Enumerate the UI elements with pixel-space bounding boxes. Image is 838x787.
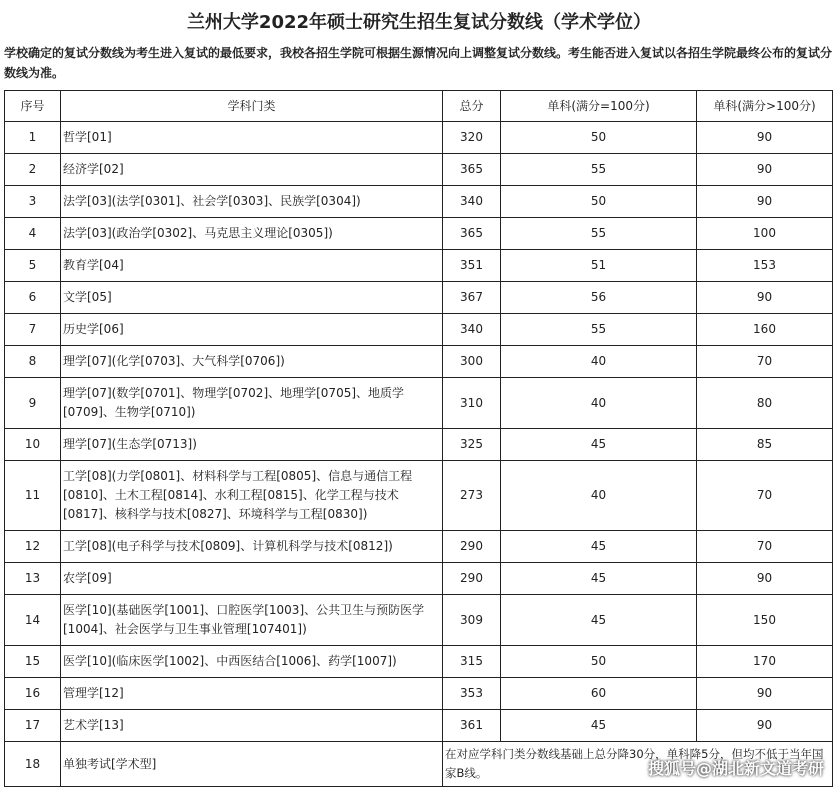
row-subject: 理学[07](数学[0701]、物理学[0702]、地理学[0705]、地质学[0709]、生物学[0710]) — [61, 378, 443, 429]
row-no: 6 — [5, 282, 61, 314]
row-single-100: 51 — [501, 250, 697, 282]
table-row — [5, 531, 833, 563]
row-total: 290 — [443, 531, 501, 563]
row-single-gt100: 150 — [697, 595, 833, 646]
row-no: 7 — [5, 314, 61, 346]
row-single-gt100: 80 — [697, 378, 833, 429]
row-subject: 历史学[06] — [61, 314, 443, 346]
row-single-100: 55 — [501, 218, 697, 250]
row-no: 11 — [5, 461, 61, 531]
table-row — [5, 218, 833, 250]
table-row — [5, 154, 833, 186]
row-single-gt100: 170 — [697, 646, 833, 678]
table-row — [5, 429, 833, 461]
row-single-100: 60 — [501, 678, 697, 710]
row-subject: 理学[07](生态学[0713]) — [61, 429, 443, 461]
special-note: 在对应学科门类分数线基础上总分降30分，单科降5分，但均不低于当年国家B线。 — [443, 742, 833, 787]
row-subject: 农学[09] — [61, 563, 443, 595]
row-total: 309 — [443, 595, 501, 646]
row-total: 315 — [443, 646, 501, 678]
row-single-100: 45 — [501, 595, 697, 646]
table-row — [5, 186, 833, 218]
header-total: 总分 — [443, 91, 501, 122]
row-single-100: 50 — [501, 646, 697, 678]
row-subject: 单独考试[学术型] — [61, 742, 443, 787]
row-total: 300 — [443, 346, 501, 378]
row-total: 325 — [443, 429, 501, 461]
row-subject: 法学[03](政治学[0302]、马克思主义理论[0305]) — [61, 218, 443, 250]
row-subject: 管理学[12] — [61, 678, 443, 710]
table-row — [5, 250, 833, 282]
row-no: 14 — [5, 595, 61, 646]
row-subject: 法学[03](法学[0301]、社会学[0303]、民族学[0304]) — [61, 186, 443, 218]
table-row — [5, 346, 833, 378]
row-no: 15 — [5, 646, 61, 678]
row-total: 320 — [443, 122, 501, 154]
row-total: 340 — [443, 186, 501, 218]
row-subject: 教育学[04] — [61, 250, 443, 282]
row-subject: 医学[10](基础医学[1001]、口腔医学[1003]、公共卫生与预防医学[1004]、社会医学与卫生事业管理[107401]) — [61, 595, 443, 646]
row-single-100: 50 — [501, 186, 697, 218]
table-row — [5, 122, 833, 154]
row-total: 361 — [443, 710, 501, 742]
row-single-gt100: 90 — [697, 710, 833, 742]
row-single-100: 40 — [501, 378, 697, 429]
row-total: 273 — [443, 461, 501, 531]
row-no: 4 — [5, 218, 61, 250]
row-total: 340 — [443, 314, 501, 346]
row-no: 5 — [5, 250, 61, 282]
table-row — [5, 678, 833, 710]
row-total: 353 — [443, 678, 501, 710]
row-single-100: 40 — [501, 346, 697, 378]
row-total: 365 — [443, 154, 501, 186]
table-row — [5, 461, 833, 531]
row-no: 8 — [5, 346, 61, 378]
row-single-100: 45 — [501, 429, 697, 461]
row-single-gt100: 90 — [697, 154, 833, 186]
row-subject: 哲学[01] — [61, 122, 443, 154]
table-row — [5, 646, 833, 678]
page-title: 兰州大学2022年硕士研究生招生复试分数线（学术学位） — [186, 12, 652, 33]
row-no: 1 — [5, 122, 61, 154]
row-single-100: 45 — [501, 563, 697, 595]
table-header-row — [5, 91, 833, 122]
row-single-100: 40 — [501, 461, 697, 531]
row-subject: 医学[10](临床医学[1002]、中西医结合[1006]、药学[1007]) — [61, 646, 443, 678]
header-no: 序号 — [5, 91, 61, 122]
row-subject: 工学[08](电子科学与技术[0809]、计算机科学与技术[0812]) — [61, 531, 443, 563]
row-total: 365 — [443, 218, 501, 250]
table-row — [5, 378, 833, 429]
table-row — [5, 314, 833, 346]
row-total: 290 — [443, 563, 501, 595]
row-single-gt100: 70 — [697, 461, 833, 531]
row-total: 351 — [443, 250, 501, 282]
watermark: 搜狐号@湖北新文道考研 — [647, 759, 824, 778]
row-subject: 工学[08](力学[0801]、材料科学与工程[0805]、信息与通信工程[0810]、土木工程[0814]、水利工程[0815]、化学工程与技术[0817]、核科学与技术[0827]、环境科学与工程[0830]) — [61, 461, 443, 531]
row-single-gt100: 90 — [697, 282, 833, 314]
row-subject: 艺术学[13] — [61, 710, 443, 742]
row-no: 13 — [5, 563, 61, 595]
header-single-100: 单科(满分=100分) — [501, 91, 697, 122]
row-no: 17 — [5, 710, 61, 742]
intro-text: 学校确定的复试分数线为考生进入复试的最低要求，我校各招生学院可根据生源情况向上调整复试分数线。考生能否进入复试以各招生学院最终公布的复试分数线为准。 — [4, 46, 833, 80]
row-single-gt100: 90 — [697, 122, 833, 154]
row-no: 3 — [5, 186, 61, 218]
row-subject: 文学[05] — [61, 282, 443, 314]
row-no: 10 — [5, 429, 61, 461]
table-row — [5, 595, 833, 646]
row-single-100: 45 — [501, 710, 697, 742]
row-single-gt100: 90 — [697, 678, 833, 710]
row-single-gt100: 153 — [697, 250, 833, 282]
row-single-100: 50 — [501, 122, 697, 154]
row-single-100: 45 — [501, 531, 697, 563]
row-no: 12 — [5, 531, 61, 563]
header-single-gt100: 单科(满分>100分) — [697, 91, 833, 122]
score-table — [4, 90, 833, 787]
row-single-100: 55 — [501, 314, 697, 346]
row-no: 18 — [5, 742, 61, 787]
row-total: 367 — [443, 282, 501, 314]
row-subject: 理学[07](化学[0703]、大气科学[0706]) — [61, 346, 443, 378]
row-no: 2 — [5, 154, 61, 186]
row-single-gt100: 85 — [697, 429, 833, 461]
row-single-gt100: 90 — [697, 186, 833, 218]
row-total: 310 — [443, 378, 501, 429]
row-single-gt100: 70 — [697, 346, 833, 378]
row-no: 16 — [5, 678, 61, 710]
row-single-gt100: 90 — [697, 563, 833, 595]
row-single-100: 56 — [501, 282, 697, 314]
row-single-gt100: 70 — [697, 531, 833, 563]
table-row — [5, 282, 833, 314]
table-row — [5, 710, 833, 742]
row-subject: 经济学[02] — [61, 154, 443, 186]
header-subject: 学科门类 — [61, 91, 443, 122]
row-single-gt100: 100 — [697, 218, 833, 250]
table-row — [5, 563, 833, 595]
row-single-100: 55 — [501, 154, 697, 186]
row-no: 9 — [5, 378, 61, 429]
row-single-gt100: 160 — [697, 314, 833, 346]
